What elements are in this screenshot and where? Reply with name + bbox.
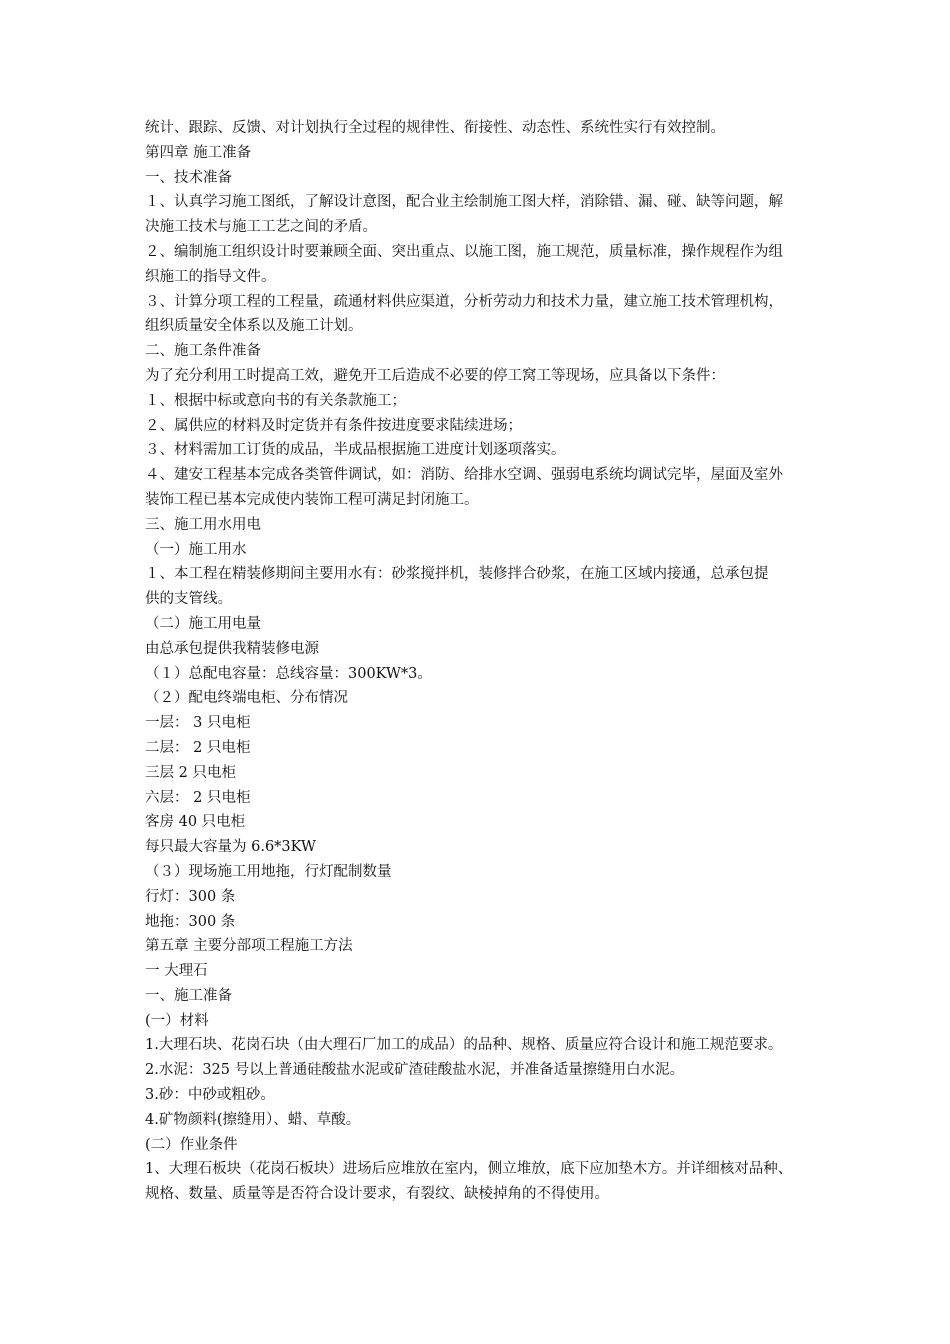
text-line: 一、施工准备 (145, 987, 232, 1004)
text-line: (二）作业条件 (145, 1136, 238, 1153)
text-line: ４、建安工程基本完成各类管件调试，如：消防、给排水空调、强弱电系统均调试完毕，屋面及室外 (145, 467, 783, 484)
text-line: 二层： 2 只电柜 (145, 739, 251, 756)
text-line: 一 大理石 (145, 963, 208, 980)
text-line: １、认真学习施工图纸，了解设计意图，配合业主绘制施工图大样，消除错、漏、碰、缺等问题，解 (145, 194, 783, 211)
text-line: １、本工程在精装修期间主要用水有：砂浆搅拌机，装修拌合砂浆，在施工区域内接通，总承包提 (145, 566, 769, 583)
text-line: 六层： 2 只电柜 (145, 789, 251, 806)
text-line: 决施工技术与施工工艺之间的矛盾。 (145, 219, 377, 236)
text-line: 组织质量安全体系以及施工计划。 (145, 318, 363, 335)
text-line: 第五章 主要分部项工程施工方法 (145, 938, 353, 955)
text-line: 4.矿物颜料(擦缝用）、蜡、草酸。 (145, 1111, 361, 1128)
text-line: 三、施工用水用电 (145, 516, 261, 533)
text-line: 3.砂：中砂或粗砂。 (145, 1087, 275, 1104)
text-line: ３、材料需加工订货的成品，半成品根据施工进度计划逐项落实。 (145, 442, 566, 459)
text-line: 供的支管线。 (145, 591, 232, 608)
text-line: 一层： 3 只电柜 (145, 715, 251, 732)
text-line: 行灯：300 条 (145, 888, 236, 905)
text-line: （二）施工用电量 (145, 615, 261, 632)
text-line: 一、技术准备 (145, 169, 232, 186)
text-line: （１）总配电容量：总线容量：300KW*3。 (145, 665, 432, 682)
text-line: （一）施工用水 (145, 541, 247, 558)
text-line: 2.水泥：325 号以上普通硅酸盐水泥或矿渣硅酸盐水泥，并准备适量擦缝用白水泥。 (145, 1062, 685, 1079)
text-line: （２）配电终端电柜、分布情况 (145, 690, 348, 707)
document-body (145, 116, 825, 1207)
text-line: 1.大理石块、花岗石块（由大理石厂加工的成品）的品种、规格、质量应符合设计和施工规范要求。 (145, 1037, 783, 1054)
text-line: １、根据中标或意向书的有关条款施工； (145, 392, 406, 409)
text-line: 第四章 施工准备 (145, 144, 252, 161)
text-line: ３、计算分项工程的工程量，疏通材料供应渠道，分析劳动力和技术力量，建立施工技术管理机构， (145, 293, 783, 310)
text-line: 织施工的指导文件。 (145, 268, 276, 285)
text-line: ２、编制施工组织设计时要兼顾全面、突出重点、以施工图，施工规范，质量标准，操作规程作为组 (145, 243, 783, 260)
text-line: ２、属供应的材料及时定货并有条件按进度要求陆续进场； (145, 417, 522, 434)
text-line: （３）现场施工用地拖，行灯配制数量 (145, 863, 392, 880)
text-line: 规格、数量、质量等是否符合设计要求，有裂纹、缺棱掉角的不得使用。 (145, 1186, 609, 1203)
text-line: 装饰工程已基本完成使内装饰工程可满足封闭施工。 (145, 491, 479, 508)
text-line: 1、大理石板块（花岗石板块）进场后应堆放在室内，侧立堆放，底下应加垫木方。并详细核对品种、 (145, 1161, 793, 1178)
text-line: 统计、跟踪、反馈、对计划执行全过程的规律性、衔接性、动态性、系统性实行有效控制。 (145, 120, 725, 136)
text-line: (一）材料 (145, 1012, 209, 1029)
text-line: 为了充分利用工时提高工效，避免开工后造成不必要的停工窝工等现场，应具备以下条件： (145, 367, 725, 384)
text-line: 三层 2 只电柜 (145, 764, 236, 781)
text-line: 每只最大容量为 6.6*3KW (145, 839, 316, 856)
text-line: 地拖：300 条 (145, 913, 236, 930)
text-line: 客房 40 只电柜 (145, 814, 246, 831)
text-line: 二、施工条件准备 (145, 343, 261, 360)
text-line: 由总承包提供我精装修电源 (145, 640, 319, 657)
